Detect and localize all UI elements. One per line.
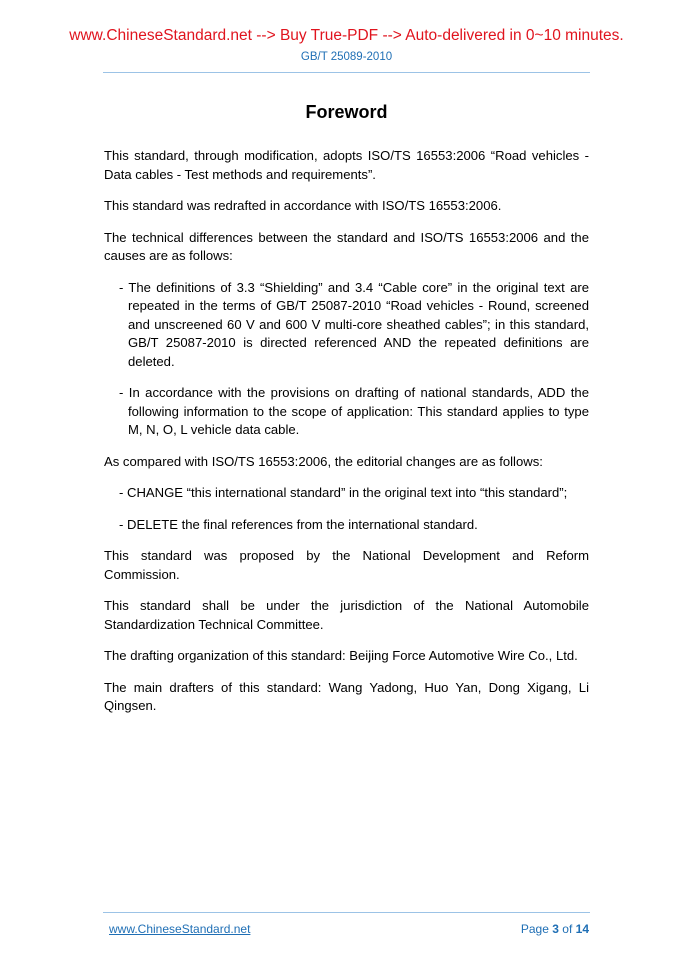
paragraph-editorial-changes: As compared with ISO/TS 16553:2006, the editorial changes are as follows: — [104, 453, 543, 469]
paragraph-redrafted: This standard was redrafted in accordance with ISO/TS 16553:2006. — [104, 198, 502, 213]
page-label: Page — [520, 922, 549, 936]
paragraph-proposed-by: This standard was proposed by the National Development and Reform Commission. — [104, 548, 589, 582]
list-item-change: - CHANGE “this international standard” in the original text into “this standard”; — [119, 485, 568, 500]
paragraph-jurisdiction: This standard shall be under the jurisdiction of the National Automobile Standardization Technical Committee. — [104, 598, 589, 632]
standard-code: GB/T 25089-2010 — [300, 51, 393, 63]
paragraph-main-drafters: The main drafters of this standard: Wang Yadong, Huo Yan, Dong Xigang, Li Qingsen. — [104, 679, 589, 713]
paragraph-technical-differences: The technical differences between the standard and ISO/TS 16553:2006 and the causes are as follows: — [104, 229, 589, 263]
paragraph-adoption: This standard, through modification, adopts ISO/TS 16553:2006 “Road vehicles - Data cables - Test methods and requirements”. — [104, 148, 589, 182]
promo-banner[interactable]: www.ChineseStandard.net --> Buy True-PDF --> Auto-delivered in 0~10 minutes. — [69, 27, 624, 44]
list-item-definitions: - The definitions of 3.3 “Shielding” and 3.4 “Cable core” in the original text are repeated in the terms of GB/T 25087-2010 “Road vehicles - Round, screened and unscreened 60 V and 600 V multi-core sheathed cables”; in this standard, GB/T 25087-2010 is directed referenced AND the repeated definitions are deleted. — [119, 279, 589, 369]
header-divider — [103, 72, 590, 73]
page-current: 3 — [552, 922, 559, 936]
footer-divider — [103, 912, 590, 913]
list-item-scope: - In accordance with the provisions on drafting of national standards, ADD the following information to the scope of application: This standard applies to type M, N, O, L vehicle data cable. — [119, 385, 589, 437]
list-item-delete: - DELETE the final references from the international standard. — [119, 516, 478, 532]
foreword-body — [104, 147, 589, 729]
footer-site-link[interactable]: www.ChineseStandard.net — [109, 922, 251, 936]
page-indicator — [521, 922, 589, 936]
page-title: Foreword — [305, 102, 388, 122]
paragraph-drafting-organization: The drafting organization of this standard: Beijing Force Automotive Wire Co., Ltd. — [104, 648, 578, 663]
page-total: 14 — [575, 922, 589, 936]
page-of: of — [562, 922, 573, 936]
